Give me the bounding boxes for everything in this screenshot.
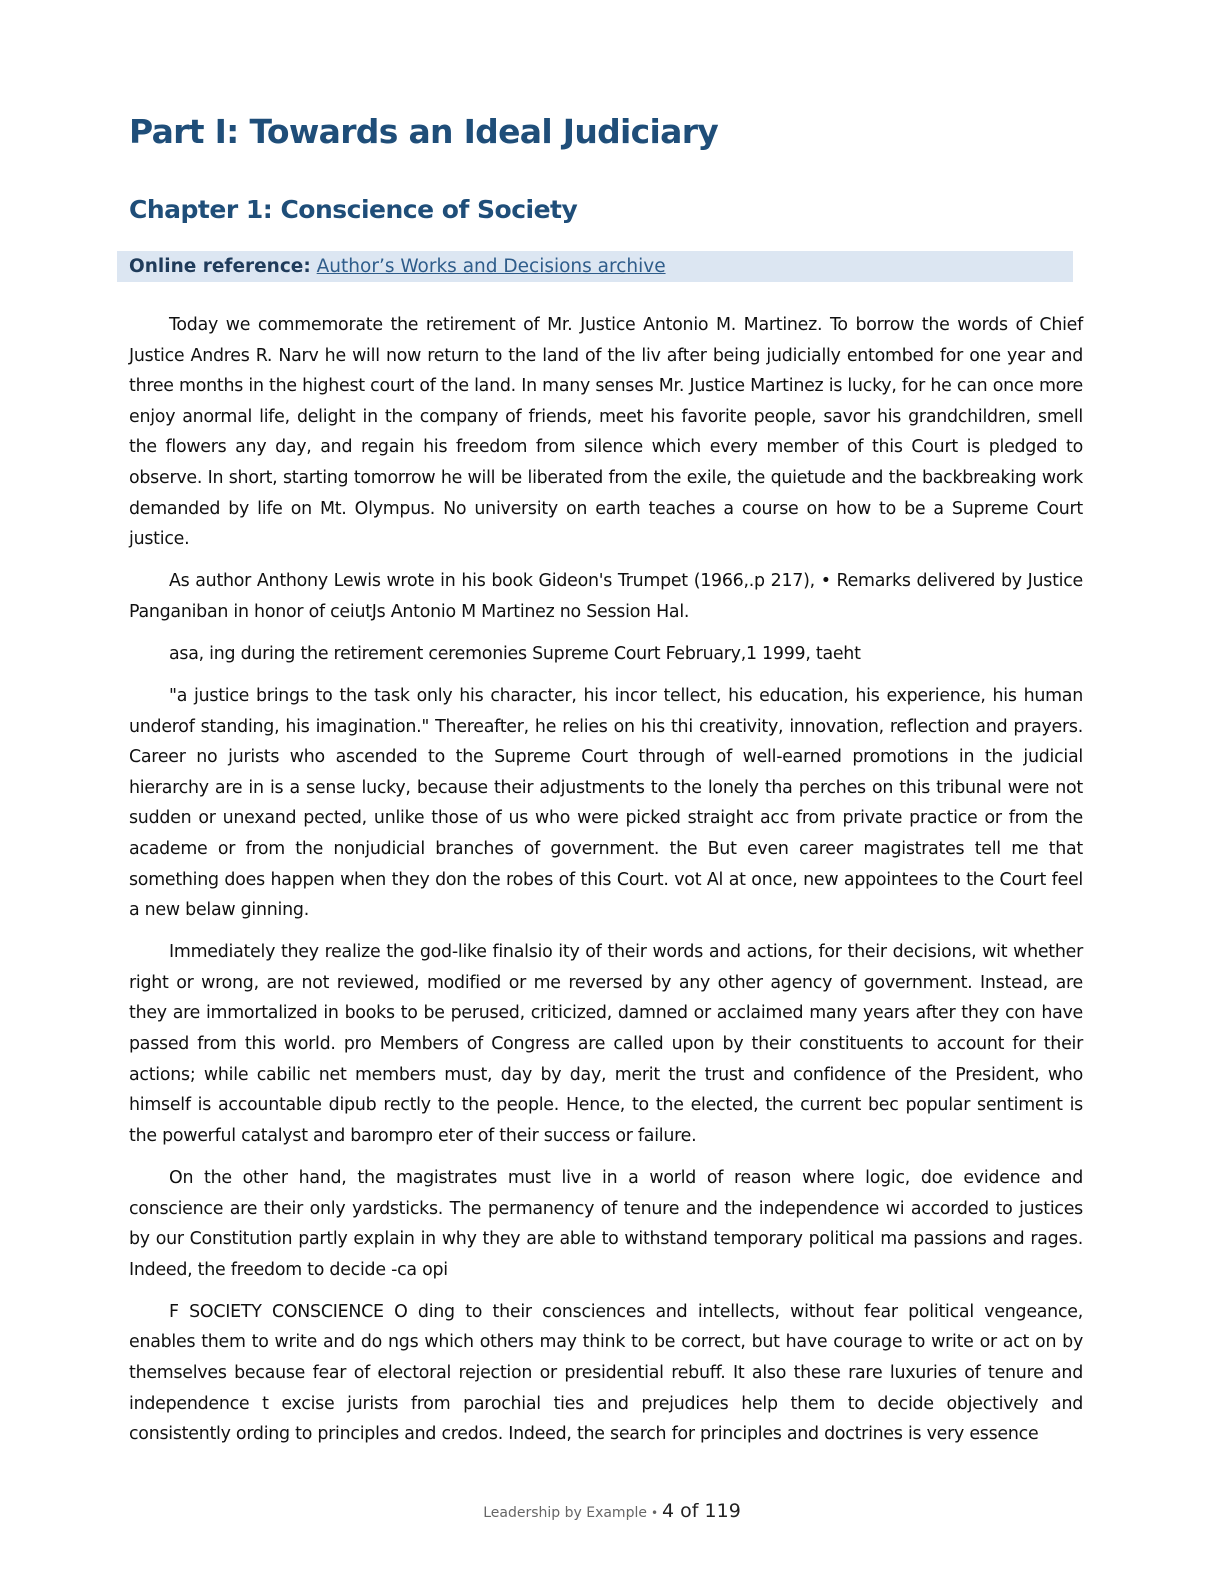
chapter-title: Chapter 1: Conscience of Society [129,195,578,224]
footer-bullet-icon: • [650,1506,659,1520]
archive-link[interactable]: Author’s Works and Decisions archive [316,256,666,277]
part-title: Part I: Towards an Ideal Judiciary [129,112,719,151]
online-reference-label: Online reference: [129,256,311,277]
online-reference-bar [117,251,1073,282]
paragraph: Today we commemorate the retirement of Mr. Justice Antonio M. Martinez. To borrow the words of Chief Justice Andres R. Narv he will now return to the land of the liv after being judicially entombed for one year and three months in the highest court of the land. In many senses Mr. Justice Martinez is lucky, for he can once more enjoy anormal life, delight in the company of friends, meet his favorite people, savor his grandchildren, smell the flowers any day, and regain his freedom from silence which every member of this Court is pledged to observe. In short, starting tomorrow he will be liberated from the exile, the quietude and the backbreaking work demanded by life on Mt. Olympus. No university on earth teaches a course on how to be a Supreme Court justice. [129,315,1083,550]
paragraph: asa, ing during the retirement ceremonies Supreme Court February,1 1999, taeht [169,643,861,664]
paragraph: F SOCIETY CONSCIENCE O ding to their consciences and intellects, without fear political vengeance, enables them to write and do ngs which others may think to be correct, but have courage to write or act on by themselves because fear of electoral rejection or presidential rebuff. It also these rare luxuries of tenure and independence t excise jurists from parochial ties and prejudices help them to decide objectively and consistently ording to principles and credos. Indeed, the search for principles and doctrines is very essence [129,1301,1083,1445]
page-number: 4 of 119 [662,1500,741,1522]
chapter-body [129,310,1083,1461]
paragraph: As author Anthony Lewis wrote in his book Gideon's Trumpet (1966,.p 217), • Remarks delivered by Justice Panganiban in honor of ceiutJs Antonio M Martinez no Session Hal. [129,571,1083,622]
paragraph: "a justice brings to the task only his character, his incor tellect, his education, his experience, his human underof standing, his imagination." Thereafter, he relies on his thi creativity, innovation, reflection and prayers. Career no jurists who ascended to the Supreme Court through of well-earned promotions in the judicial hierarchy are in is a sense lucky, because their adjustments to the lonely tha perches on this tribunal were not sudden or unexand pected, unlike those of us who were picked straight acc from private practice or from the academe or from the nonjudicial branches of government. the But even career magistrates tell me that something does happen when they don the robes of this Court. vot Al at once, new appointees to the Court feel a new belaw ginning. [129,686,1083,921]
paragraph: Immediately they realize the god-like finalsio ity of their words and actions, for their decisions, wit whether right or wrong, are not reviewed, modified or me reversed by any other agency of government. Instead, are they are immortalized in books to be perused, criticized, damned or acclaimed many years after they con have passed from this world. pro Members of Congress are called upon by their constituents to account for their actions; while cabilic net members must, day by day, merit the trust and confidence of the President, who himself is accountable dipub rectly to the people. Hence, to the elected, the current bec popular sentiment is the powerful catalyst and barompro eter of their success or failure. [129,942,1083,1146]
footer-book-title: Leadership by Example [483,1505,647,1521]
paragraph: On the other hand, the magistrates must live in a world of reason where logic, doe evidence and conscience are their only yardsticks. The permanency of tenure and the independence wi accorded to justices by our Constitution partly explain in why they are able to withstand temporary political ma passions and rages. Indeed, the freedom to decide -ca opi [129,1167,1083,1280]
page-footer [0,1500,1224,1522]
